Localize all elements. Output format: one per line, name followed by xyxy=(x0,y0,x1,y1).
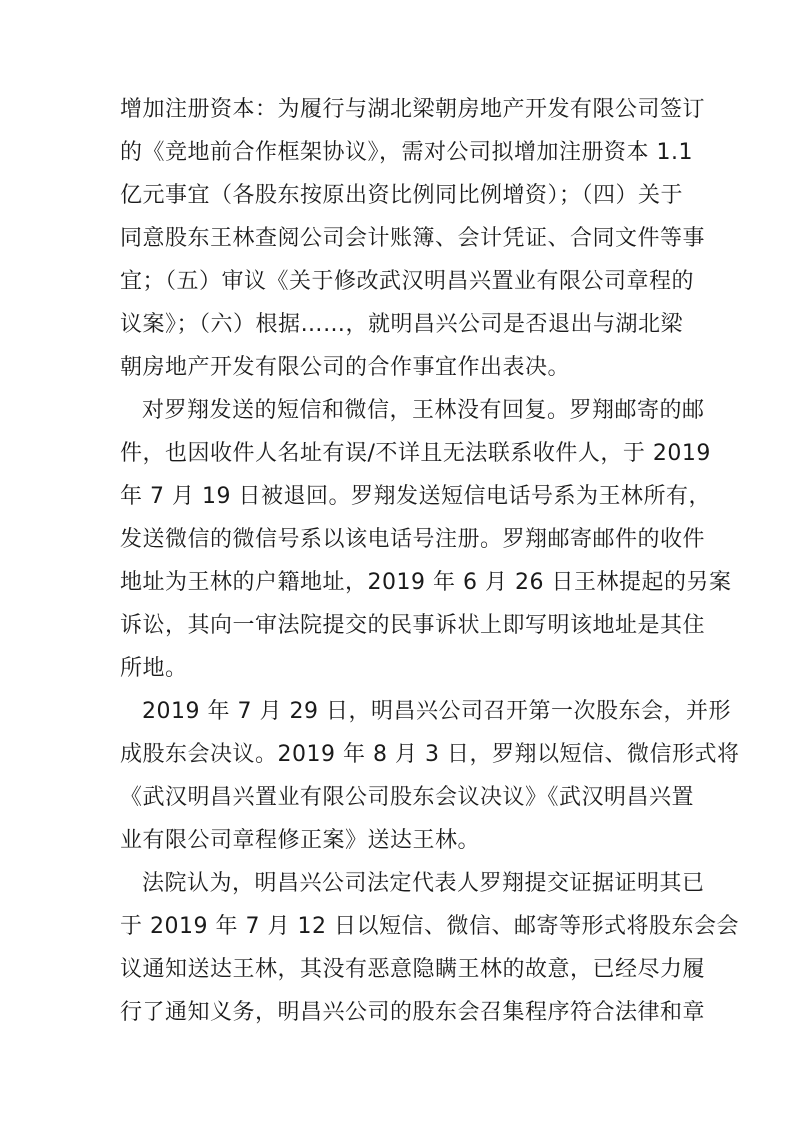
text-line: 成股东会决议。2019 年 8 月 3 日，罗翔以短信、微信形式将 xyxy=(120,742,740,767)
text-line: 于 2019 年 7 月 12 日以短信、微信、邮寄等形式将股东会会 xyxy=(120,914,739,939)
text-line: 增加注册资本：为履行与湖北梁朝房地产开发有限公司签订 xyxy=(120,97,706,122)
paragraph-first-line: 对罗翔发送的短信和微信，王林没有回复。罗翔邮寄的邮 xyxy=(142,398,705,423)
text-line: 所地。 xyxy=(120,656,188,681)
text-line: 件，也因收件人名址有误/不详且无法联系收件人，于 2019 xyxy=(120,441,711,466)
text-line: 地址为王林的户籍地址，2019 年 6 月 26 日王林提起的另案 xyxy=(120,570,732,595)
paragraph-first-line: 法院认为，明昌兴公司法定代表人罗翔提交证据证明其已 xyxy=(142,871,705,896)
text-line: 诉讼，其向一审法院提交的民事诉状上即写明该地址是其住 xyxy=(120,613,706,638)
text-line: 亿元事宜（各股东按原出资比例同比例增资）；（四）关于 xyxy=(120,183,684,208)
text-line: 同意股东王林查阅公司会计账簿、会计凭证、合同文件等事 xyxy=(120,226,706,251)
text-line: 的《竞地前合作框架协议》，需对公司拟增加注册资本 1.1 xyxy=(120,140,693,165)
text-line: 宜；（五）审议《关于修改武汉明昌兴置业有限公司章程的 xyxy=(120,269,695,294)
text-line: 发送微信的微信号系以该电话号注册。罗翔邮寄邮件的收件 xyxy=(120,527,706,552)
text-line: 《武汉明昌兴置业有限公司股东会议决议》《武汉明昌兴置 xyxy=(120,785,695,810)
text-line: 行了通知义务，明昌兴公司的股东会召集程序符合法律和章 xyxy=(120,1000,706,1025)
text-line: 议通知送达王林，其没有恶意隐瞒王林的故意，已经尽力履 xyxy=(120,957,706,982)
paragraph-first-line: 2019 年 7 月 29 日，明昌兴公司召开第一次股东会，并形 xyxy=(142,699,731,724)
text-line: 业有限公司章程修正案》送达王林。 xyxy=(120,828,481,853)
text-line: 年 7 月 19 日被退回。罗翔发送短信电话号系为王林所有， xyxy=(120,484,711,509)
text-line: 议案》；（六）根据……，就明昌兴公司是否退出与湖北梁 xyxy=(120,312,684,337)
text-line: 朝房地产开发有限公司的合作事宜作出表决。 xyxy=(120,355,571,380)
